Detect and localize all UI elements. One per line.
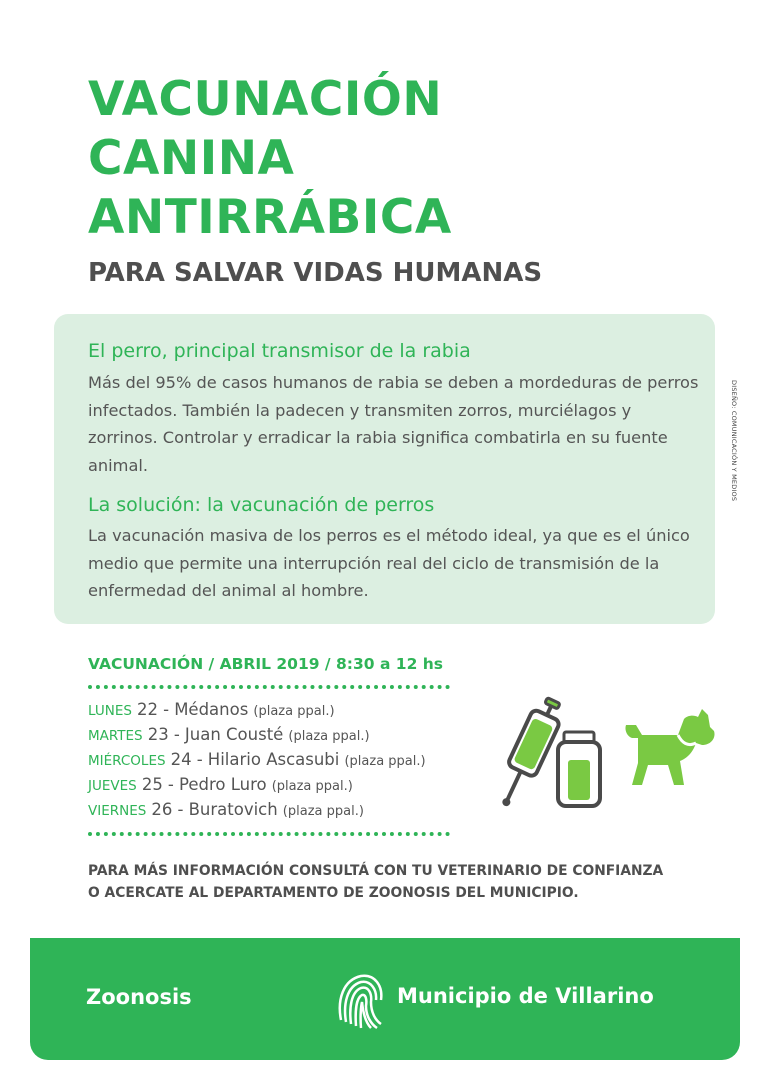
design-credit bbox=[726, 380, 740, 510]
day-number: 23 bbox=[147, 725, 169, 744]
syringe-and-vial-icon bbox=[488, 690, 608, 808]
day-place: Pedro Luro bbox=[178, 775, 267, 794]
title-line-3: ANTIRRÁBICA bbox=[88, 190, 452, 245]
title-line-1: VACUNACIÓN bbox=[88, 72, 443, 127]
day-number: 24 bbox=[170, 750, 192, 769]
info-heading-solution: La solución: la vacunación de perros bbox=[88, 494, 435, 516]
municipio-fingerprint-logo bbox=[335, 970, 385, 1030]
more-info-line-1: PARA MÁS INFORMACIÓN CONSULTÁ CON TU VETERINARIO DE CONFIANZA bbox=[88, 863, 664, 879]
day-name: JUEVES bbox=[88, 778, 137, 794]
schedule-row-tuesday bbox=[88, 725, 370, 744]
day-note: (plaza ppal.) bbox=[344, 754, 426, 769]
day-name: LUNES bbox=[88, 703, 132, 719]
footer-bar bbox=[30, 938, 740, 1060]
day-separator: - bbox=[196, 750, 203, 769]
dog-icon bbox=[618, 705, 718, 787]
more-info-line-2: O ACERCATE AL DEPARTAMENTO DE ZOONOSIS DEL MUNICIPIO. bbox=[88, 885, 579, 901]
title-line-2: CANINA bbox=[88, 131, 295, 186]
dotted-divider-bottom bbox=[88, 832, 450, 836]
day-number: 25 bbox=[141, 775, 163, 794]
day-separator: - bbox=[167, 775, 174, 794]
schedule-row-wednesday bbox=[88, 750, 426, 769]
day-name: MARTES bbox=[88, 728, 143, 744]
day-separator: - bbox=[177, 800, 184, 819]
day-note: (plaza ppal.) bbox=[282, 804, 364, 819]
footer-municipio: Municipio de Villarino bbox=[397, 984, 654, 1008]
footer-zoonosis: Zoonosis bbox=[86, 985, 192, 1009]
schedule-row-friday bbox=[88, 800, 364, 819]
more-info bbox=[88, 860, 663, 904]
info-heading-rabies: El perro, principal transmisor de la rabia bbox=[88, 340, 471, 362]
subtitle: PARA SALVAR VIDAS HUMANAS bbox=[88, 258, 543, 288]
day-separator: - bbox=[173, 725, 180, 744]
schedule-row-monday bbox=[88, 700, 335, 719]
day-place: Buratovich bbox=[188, 800, 278, 819]
day-number: 22 bbox=[137, 700, 159, 719]
main-title bbox=[88, 70, 452, 247]
schedule-row-thursday bbox=[88, 775, 353, 794]
day-place: Médanos bbox=[174, 700, 249, 719]
info-text-rabies: Más del 95% de casos humanos de rabia se deben a mordeduras de perros infectados. También la padecen y transmiten zorros, murciélagos y zorrinos. Controlar y erradicar la rabia significa combatirla en su fuente animal. bbox=[88, 373, 699, 475]
day-note: (plaza ppal.) bbox=[288, 729, 370, 744]
day-note: (plaza ppal.) bbox=[253, 704, 335, 719]
design-credit-text: DISEÑO: COMUNICACIÓN Y MEDIOS bbox=[730, 380, 738, 502]
day-separator: - bbox=[163, 700, 170, 719]
info-box bbox=[54, 314, 715, 624]
day-place: Juan Cousté bbox=[184, 725, 284, 744]
dotted-divider-top bbox=[88, 685, 450, 689]
info-text-solution: La vacunación masiva de los perros es el método ideal, ya que es el único medio que permite una interrupción real del ciclo de transmisión de la enfermedad del animal al hombre. bbox=[88, 526, 690, 600]
day-name: MIÉRCOLES bbox=[88, 753, 166, 769]
day-number: 26 bbox=[151, 800, 173, 819]
day-name: VIERNES bbox=[88, 803, 147, 819]
day-note: (plaza ppal.) bbox=[271, 779, 353, 794]
day-place: Hilario Ascasubi bbox=[207, 750, 340, 769]
schedule-title: VACUNACIÓN / ABRIL 2019 / 8:30 a 12 hs bbox=[88, 655, 444, 673]
